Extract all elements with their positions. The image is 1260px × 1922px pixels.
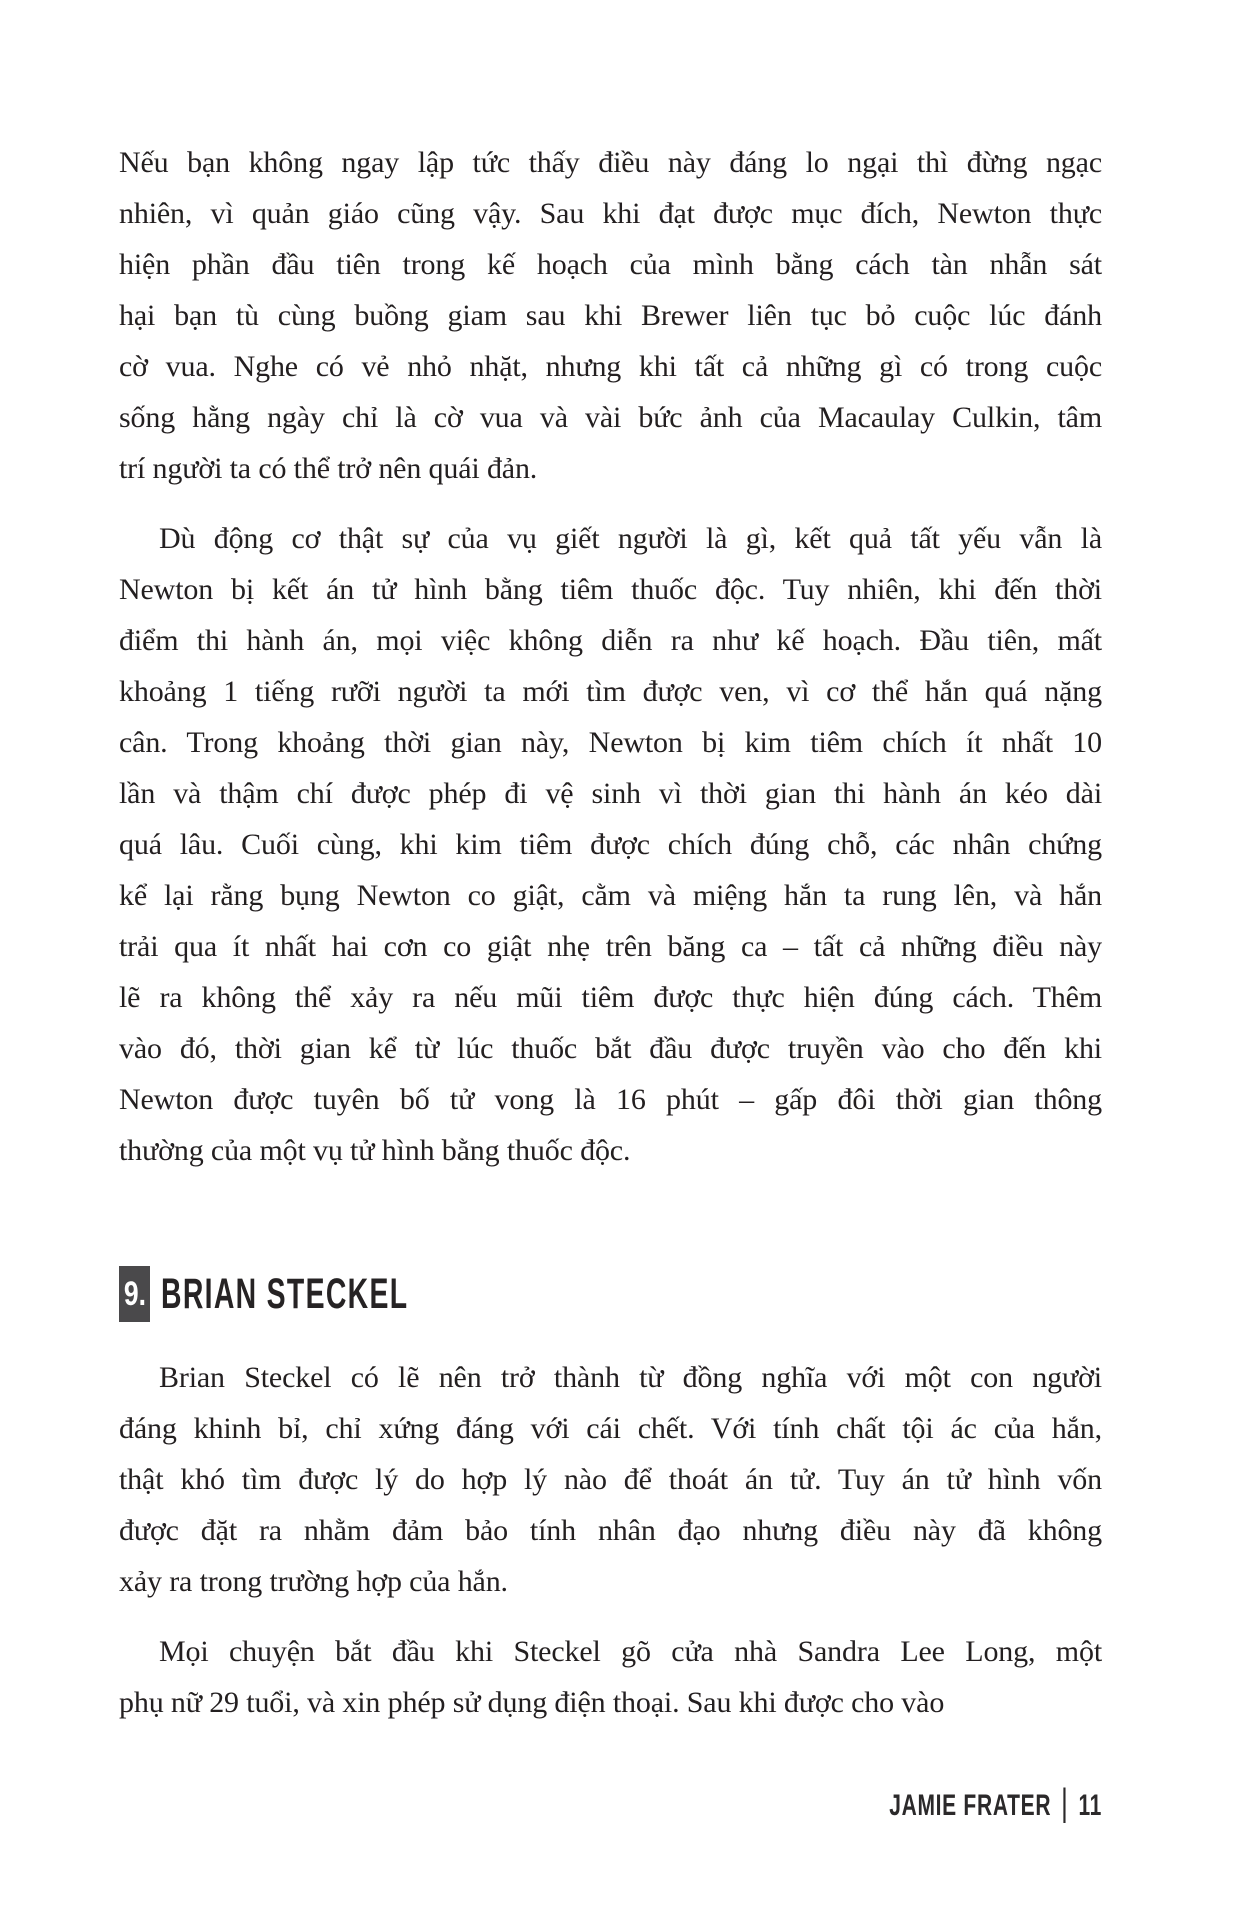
text-line: Brian Steckel có lẽ nên trở thành từ đồng nghĩa với một con người [159,1361,1102,1394]
text-line: lần và thậm chí được phép đi vệ sinh vì thời gian thi hành án kéo dài [119,777,1102,810]
text-line: thường của một vụ tử hình bằng thuốc độc. [119,1134,631,1167]
text-line: quá lâu. Cuối cùng, khi kim tiêm được chích đúng chỗ, các nhân chứng [119,828,1102,861]
text-line: cân. Trong khoảng thời gian này, Newton bị kim tiêm chích ít nhất 10 [119,726,1102,759]
section-number-badge [119,1266,150,1322]
text-line: đáng khinh bỉ, chỉ xứng đáng với cái chết. Với tính chất tội ác của hắn, [119,1412,1102,1445]
page-content [119,137,1102,1728]
section-heading [119,1266,1102,1322]
text-line: điểm thi hành án, mọi việc không diễn ra như kế hoạch. Đầu tiên, mất [119,624,1102,657]
text-line: Newton bị kết án tử hình bằng tiêm thuốc độc. Tuy nhiên, khi đến thời [119,573,1102,606]
text-line: lẽ ra không thể xảy ra nếu mũi tiêm được thực hiện đúng cách. Thêm [119,981,1102,1014]
text-line: khoảng 1 tiếng rưỡi người ta mới tìm được ven, vì cơ thể hắn quá nặng [119,675,1102,708]
body-paragraph [119,513,1102,1176]
text-line: trí người ta có thể trở nên quái đản. [119,452,538,485]
text-line: Nếu bạn không ngay lập tức thấy điều này đáng lo ngại thì đừng ngạc [119,146,1102,179]
text-line: kể lại rằng bụng Newton co giật, cằm và miệng hắn ta rung lên, và hắn [119,879,1102,912]
author-name: JAMIE FRATER [889,1789,1052,1822]
body-paragraph [119,137,1102,494]
text-line: được đặt ra nhằm đảm bảo tính nhân đạo nhưng điều này đã không [119,1514,1102,1547]
text-line: Mọi chuyện bắt đầu khi Steckel gõ cửa nhà Sandra Lee Long, một [159,1635,1102,1668]
text-line: trải qua ít nhất hai cơn co giật nhẹ trên băng ca – tất cả những điều này [119,930,1102,963]
text-line: Newton được tuyên bố tử vong là 16 phút – gấp đôi thời gian thông [119,1083,1102,1116]
text-line: phụ nữ 29 tuổi, và xin phép sử dụng điện thoại. Sau khi được cho vào [119,1686,945,1719]
text-line: thật khó tìm được lý do hợp lý nào để thoát án tử. Tuy án tử hình vốn [119,1463,1102,1496]
text-line: nhiên, vì quản giáo cũng vậy. Sau khi đạt được mục đích, Newton thực [119,197,1102,230]
text-line: cờ vua. Nghe có vẻ nhỏ nhặt, nhưng khi tất cả những gì có trong cuộc [119,350,1102,383]
text-line: vào đó, thời gian kể từ lúc thuốc bắt đầu được truyền vào cho đến khi [119,1032,1102,1065]
body-paragraph [119,1352,1102,1607]
page-footer [889,1782,1102,1824]
text-line: sống hằng ngày chỉ là cờ vua và vài bức ảnh của Macaulay Culkin, tâm [119,401,1102,434]
section-title: BRIAN STECKEL [161,1269,409,1318]
body-paragraph [119,1626,1102,1728]
text-line: hiện phần đầu tiên trong kế hoạch của mình bằng cách tàn nhẫn sát [119,248,1102,281]
text-line: Dù động cơ thật sự của vụ giết người là gì, kết quả tất yếu vẫn là [159,522,1102,555]
footer-separator: | [1060,1782,1069,1824]
text-line: hại bạn tù cùng buồng giam sau khi Brewer liên tục bỏ cuộc lúc đánh [119,299,1102,332]
section-number: 9. [124,1274,147,1313]
page-number: 11 [1078,1789,1102,1822]
text-line: xảy ra trong trường hợp của hắn. [119,1565,508,1598]
